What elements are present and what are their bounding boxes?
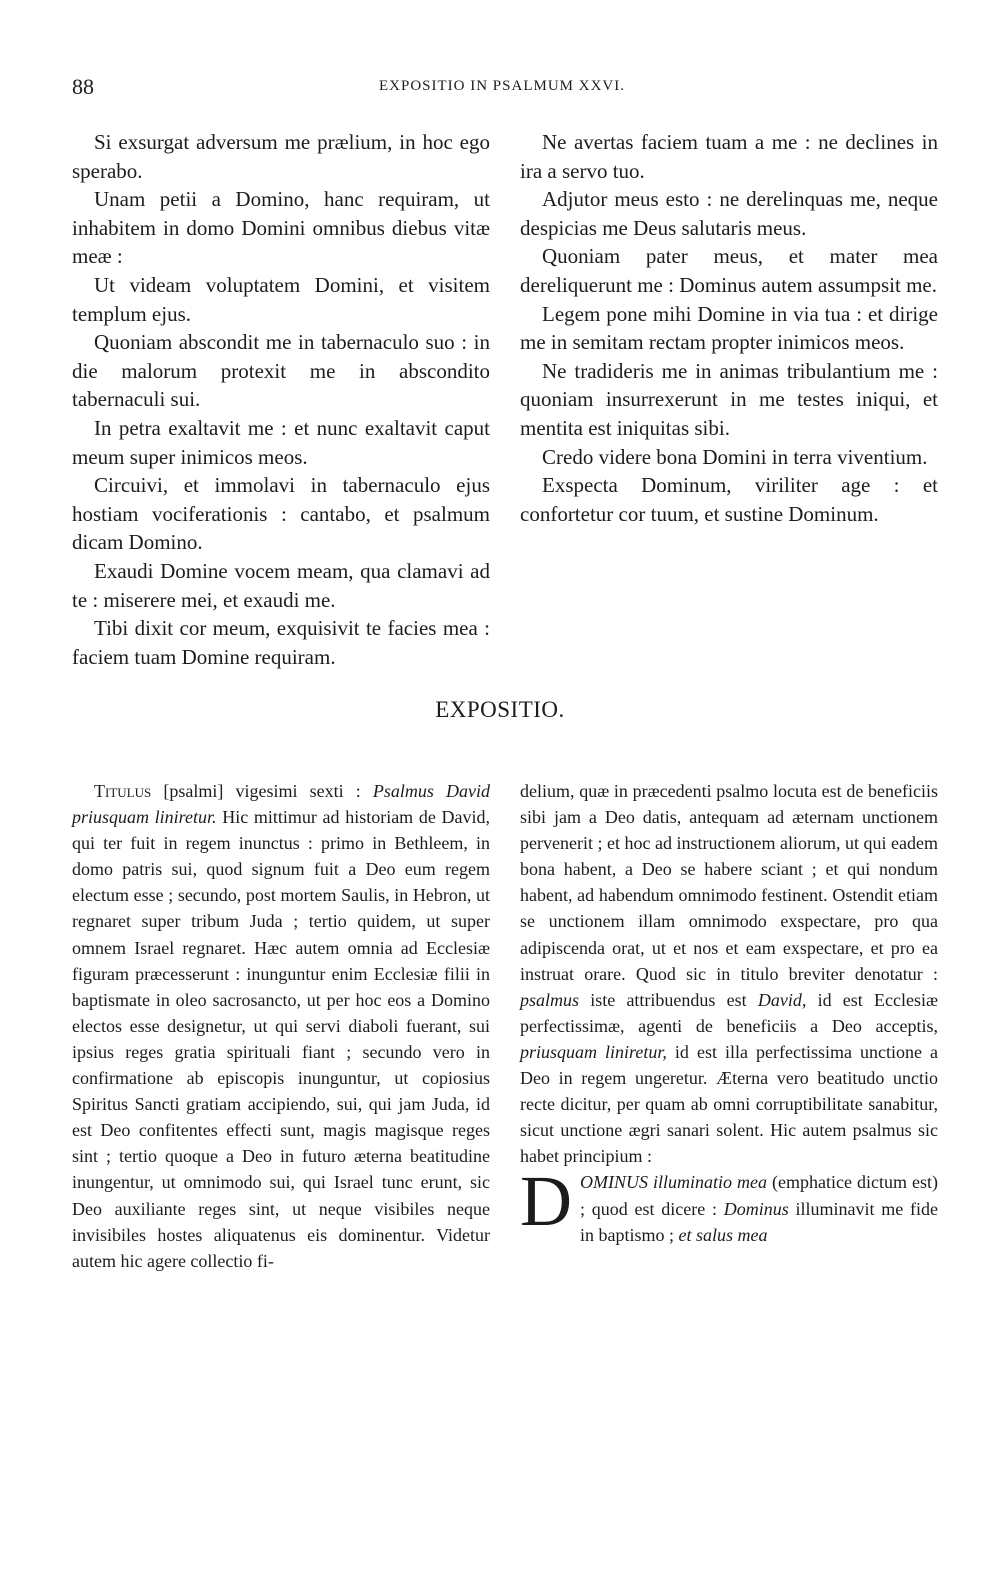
psalm-verse: Quoniam pater meus, et mater mea dereliquerunt me : Dominus autem assumpsit me. [520, 244, 938, 297]
psalm-verse: Si exsurgat adversum me prælium, in hoc ego sperabo. [72, 130, 490, 183]
psalm-verse: Unam petii a Domino, hanc requiram, ut inhabitem in domo Domini omnibus diebus vitæ meæ : [72, 187, 490, 269]
running-title: EXPOSITIO IN PSALMUM XXVI. [378, 78, 625, 94]
psalm-verse: Ut videam voluptatem Domini, et visitem templum ejus. [72, 272, 490, 326]
psalm-verse: Legem pone mihi Domine in via tua : et dirige me in semitam rectam propter inimicos meos. [520, 301, 938, 355]
italic-term: David, [757, 989, 807, 1010]
psalm-verse: Ne avertas faciem tuam a me : ne declines in ira a servo tuo. [520, 130, 938, 183]
commentary-text: delium, quæ in præcedenti psalmo locuta est de beneficiis sibi jam a Deo datis, antequam ad æternam unctionem pervenerit ; et hoc ad instructionem aliorum, ut qui eadem bona habent, a Deo se habere sciant ; et qui nondum habent, ad habendum omnimodo festinent. Ostendit etiam se unctionem illam omnimodo exspectare, pro qua adipiscenda orat, ut et nos et eam exspectare, et pro ea instruat orare. Quod sic in titulo breviter denotatur : [520, 781, 938, 984]
commentary-column-left [72, 778, 490, 1274]
psalm-verse: Exaudi Domine vocem meam, qua clamavi ad te : miserere mei, et exaudi me. [72, 558, 490, 612]
italic-term: psalmus [520, 989, 580, 1010]
commentary-text: (emphatice dictum est) ; quod est dicere : [580, 1172, 939, 1219]
psalm-verse: In petra exaltavit me : et nunc exaltavit caput meum super inimicos meos. [72, 415, 490, 469]
section-heading: EXPOSITIO. [435, 697, 565, 722]
psalm-verse: Quoniam abscondit me in tabernaculo suo : in die malorum protexit me in abscondito tabernaculi sui. [72, 330, 490, 412]
psalm-verse: Credo videre bona Domini in terra viventium. [542, 444, 928, 469]
titulus-word: Titulus [94, 781, 152, 801]
commentary-paragraph [72, 778, 490, 1274]
verse-opening: OMINUS [580, 1172, 648, 1193]
psalm-verse: Circuivi, et immolavi in tabernaculo ejus hostiam vociferationis : cantabo, et psalmum dicam Domino. [72, 473, 490, 555]
commentary-column-right [520, 778, 938, 1248]
psalm-title: Psalmus David priusquam liniretur. [72, 781, 491, 828]
commentary-text: iste attribuendus est [579, 989, 758, 1010]
psalm-verse: Tibi dixit cor meum, exquisivit te facies mea : faciem tuam Domine requiram. [72, 616, 490, 669]
commentary-text: illuminavit me fide in baptismo ; [580, 1198, 938, 1245]
commentary-paragraph [520, 778, 938, 1169]
drop-cap: D [520, 1161, 572, 1242]
verse-lemma: illuminatio mea [648, 1172, 768, 1193]
commentary-body: Hic mittimur ad historiam de David, qui ter fuit in regem inunctus : primo in Bethleem, in domo patris sui, quod signum fuit a Deo eum regem electum esse ; secundo, post mortem Saulis, in Hebron, ut regnaret super tribum Juda ; tertio quidem, ut super omnem Israel regnaret. Hæc autem omnia ad Ecclesiæ figuram præcesserunt : inunguntur enim Ecclesiæ filii in baptismate in oleo sacrosancto, ut per hoc eos a Domino electos esse designetur, ut qui servi diaboli fuerant, sui ipsius reges gratia spirituali fiant ; secundo vero in confirmatione ab episcopis inunguntur, ut copiosius Spiritus Sancti gratiam accipiendo, sui, qui jam Juda, id est Deo confitentes effecti sunt, magis magisque reges sint ; tertio quoque a Deo in futuro æterna beatitudine inungentur, ut omnimodo sui, qui Israel tunc erunt, sic Deo auxiliante reges sint, ut neque visibiles neque invisibiles hostes aliquatenus eis dominentur. Videtur autem hic agere collectio fi- [72, 807, 490, 1271]
page-number: 88 [72, 74, 94, 99]
commentary-text: id est illa perfectissima unctione a Deo in regem ungeretur. Æterna vero beatitudo unctio recte dicitur, per quam ab omni corruptibilitate sanabitur, sicut unctione ægri sanari solent. Hic autem psalmus sic habet principium : [520, 1041, 938, 1167]
psalm-column-left [72, 128, 490, 671]
commentary-text: id est Ecclesiæ perfectissimæ, agenti de beneficiis a Deo acceptis, [520, 989, 938, 1036]
verse-commentary [520, 1161, 939, 1247]
psalm-column-right [520, 128, 938, 528]
psalm-verse: Ne tradideris me in animas tribulantium me : quoniam insurrexerunt in me testes iniqui, et mentita est iniquitas sibi. [520, 358, 938, 440]
italic-term: priusquam liniretur, [520, 1041, 667, 1062]
psalm-verse: Adjutor meus esto : ne derelinquas me, neque despicias me Deus salutaris meus. [520, 187, 938, 240]
titulus-text: [psalmi] vigesimi sexti : [151, 781, 373, 801]
italic-term: Dominus [723, 1198, 789, 1219]
psalm-verse: Exspecta Dominum, viriliter age : et confortetur cor tuum, et sustine Dominum. [520, 473, 938, 526]
running-header [72, 74, 932, 104]
italic-term: et salus mea [678, 1224, 768, 1245]
